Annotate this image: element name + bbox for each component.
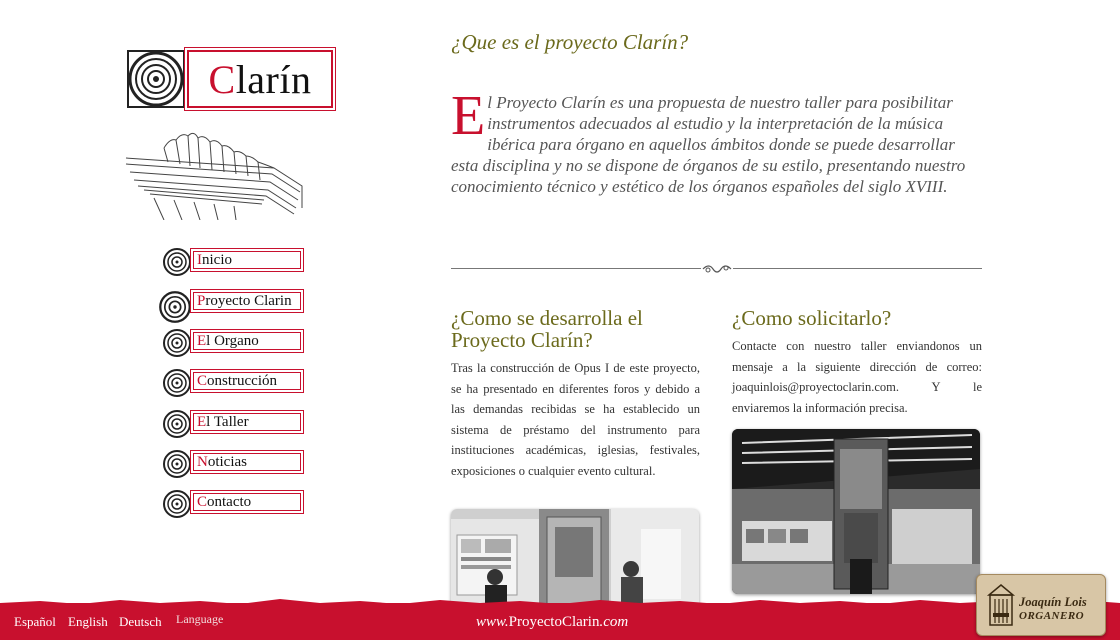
nav-label [190,248,304,272]
nav-initial: C [197,493,208,510]
logo-wordmark [187,50,333,108]
nav-text: nicio [202,251,232,268]
nav-item-el-organo[interactable] [160,328,308,358]
lang-espanol-link[interactable]: Español [14,614,56,629]
logo-initial: C [208,56,236,102]
booth-image [732,429,980,594]
rosette-disc-icon [162,368,192,398]
organero-badge[interactable] [976,574,1106,636]
nav-text: l Organo [206,332,259,349]
nav-label [190,369,304,393]
nav-label [190,450,304,474]
nav-text: oticias [207,453,247,470]
intro-paragraph [451,85,977,197]
rosette-disc-icon [162,328,192,358]
lang-deutsch-link[interactable]: Deutsch [119,614,162,629]
nav-item-inicio[interactable] [160,247,308,277]
rosette-disc-icon [162,247,192,277]
nav-initial: P [197,292,206,309]
badge-name: Joaquín Lois [1019,595,1087,609]
organ-building-icon [985,583,1017,627]
nav-text: royecto Clarin [205,292,292,309]
rosette-disc-icon [158,290,192,324]
nav-label [190,289,304,313]
nav-text: onstrucción [207,372,277,389]
nav-label [190,329,304,353]
nav-initial: E [197,413,207,430]
lang-english-link[interactable]: English [68,614,108,629]
nav-initial: C [197,372,208,389]
section-text-solicitud: Contacte con nuestro taller enviandonos un mensaje a la siguiente dirección de correo: joaquinlois@proyectoclarin.com. Y le enviaremos la información precisa. [732,339,982,415]
site-logo[interactable] [127,50,333,108]
rosette-disc-icon [162,489,192,519]
nav-label [190,410,304,434]
url-prefix: www. [476,614,509,630]
nav-item-el-taller[interactable] [160,409,308,439]
rosette-disc-icon [127,50,185,108]
nav-item-noticias[interactable] [160,449,308,479]
url-main: ProyectoClarin [508,614,600,630]
nav-label [190,490,304,514]
section-title-solicitud: ¿Como solicitarlo? [732,306,892,330]
exhibition-image [451,509,699,609]
scroll-ornament-icon [701,262,733,276]
site-url[interactable] [476,614,628,631]
nav-initial: E [197,332,207,349]
section-text-desarrollo: Tras la construcción de Opus I de este proyecto, se ha presentado en diferentes foros y debido a las demandas recibidas se ha establecido un sistema de préstamo del instrumento para instituciones académicas, iglesias, festivales, exposiciones o cualquier evento cultural. [451,361,700,478]
section-divider [451,262,982,276]
nav-text: ontacto [207,493,252,510]
language-label: Language [176,612,224,626]
exhibition-photo [451,509,699,609]
logo-rest: larín [235,56,312,102]
fair-booth-photo [732,429,980,594]
drop-cap: E [451,85,486,147]
url-suffix: .com [599,614,629,630]
nav-item-construccion[interactable] [160,368,308,398]
nav-initial: N [197,453,208,470]
page-title: ¿Que es el proyecto Clarín? [451,30,689,54]
section-title-desarrollo: ¿Como se desarrolla el Proyecto Clarín? [451,306,643,352]
organ-sketch-illustration [124,128,306,220]
intro-text: l Proyecto Clarín es una propuesta de nuestro taller para posibilitar instrumentos adecuados al estudio y la interpretación de la música ibérica para órgano en aquellos ámbitos donde se puede desarrollar esta disciplina y no se dispone de órganos de su estilo, presentando nuestro conocimiento técnico y estético de los órganos españoles del siglo XVIII. [451,93,966,196]
nav-item-proyecto-clarin[interactable] [160,288,308,318]
nav-initial: I [197,251,202,268]
badge-subtitle: ORGANERO [1019,610,1085,622]
rosette-disc-icon [162,449,192,479]
nav-item-contacto[interactable] [160,489,308,519]
nav-text: l Taller [206,413,249,430]
rosette-disc-icon [162,409,192,439]
